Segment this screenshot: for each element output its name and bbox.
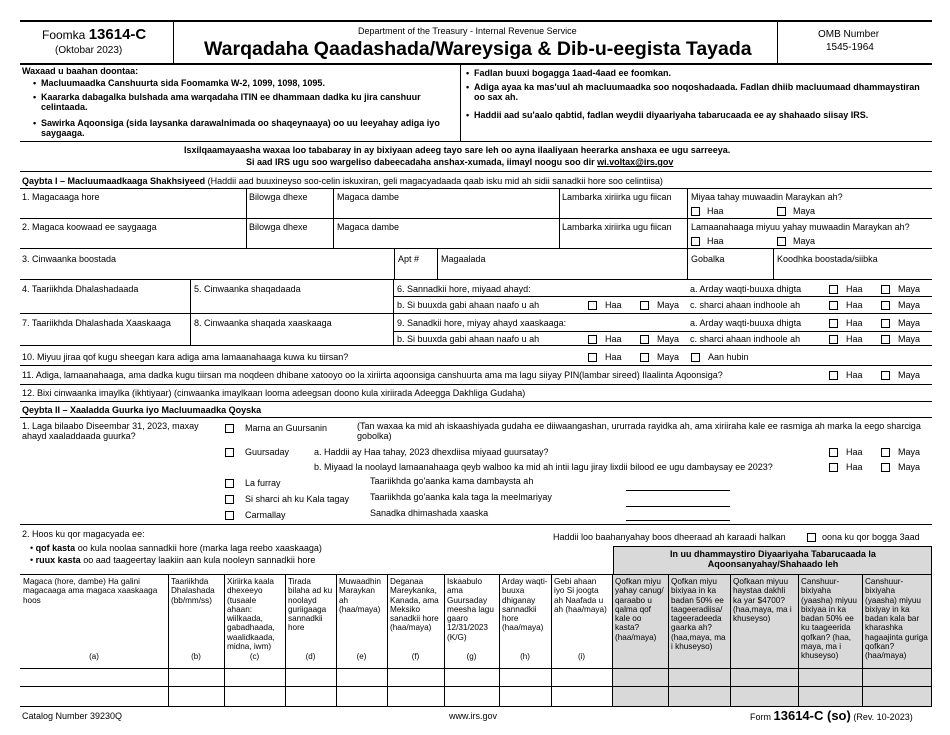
- middle-initial-field[interactable]: Bilowga dhexe: [249, 192, 308, 202]
- death-year-line[interactable]: [626, 520, 730, 521]
- apt-field[interactable]: Apt #: [398, 254, 420, 264]
- needs-divider: [460, 64, 461, 141]
- part1-title: Qaybta I – Macluumaadkaaga Shakhsiyeed: [22, 176, 206, 186]
- spouse-last-year-question: 9. Sanadkii hore, miyay ahayd xaaskaaga:: [397, 318, 567, 328]
- spouse-student-label: a. Arday waqti-buuxa dhigta: [690, 318, 802, 328]
- needs-bullet: •: [466, 68, 470, 78]
- form-word: Foomka: [42, 28, 86, 42]
- student-no-checkbox[interactable]: [881, 285, 890, 294]
- table-cell[interactable]: [225, 669, 284, 685]
- bullet1-bold: qof kasta: [35, 543, 76, 553]
- spouse-citizen-no-checkbox[interactable]: [777, 237, 786, 246]
- rule: [20, 524, 932, 525]
- table-cell[interactable]: [286, 687, 335, 703]
- identity-no-checkbox[interactable]: [881, 371, 890, 380]
- table-cell[interactable]: [863, 669, 930, 685]
- rule: [20, 401, 932, 402]
- spouse-blind-no-checkbox[interactable]: [881, 335, 890, 344]
- lived-with-no-checkbox[interactable]: [881, 463, 890, 472]
- spouse-phone-field[interactable]: Lambarka xiriirka ugu fiican: [562, 222, 672, 232]
- needs-item: Sawirka Aqoonsiga (sida laysanka darawalnimada oo shaqeynaaya) oo uu leeyahay adiga iyo saygaaga.: [41, 118, 440, 139]
- separated-checkbox[interactable]: [225, 495, 234, 504]
- dependent-no-checkbox[interactable]: [640, 353, 649, 362]
- spouse-citizen-question: Lamaanahaaga miyuu yahay muwaadin Maraykan ah?: [691, 222, 910, 232]
- spouse-middle-initial-field[interactable]: Bilowga dhexe: [249, 222, 308, 232]
- email-field[interactable]: 12. Bixi cinwaanka imaylka (ikhtiyaar) (cinwaanka imaylkaan looma adeegsan doono kula xiriirada Adeegga Dakhliga Gudaha): [22, 388, 526, 398]
- table-cell[interactable]: [21, 687, 167, 703]
- married-label: Guursaday: [245, 447, 290, 457]
- widowed-label: Carmallay: [245, 510, 286, 520]
- table-cell[interactable]: [613, 687, 667, 703]
- yes-label: Haa: [846, 370, 863, 380]
- column-header: Qofkaan miyuu haystaa dakhli ka yar $4700? (haa,maya, ma i khuseyso): [733, 577, 792, 624]
- column-header: Xiriirka kaala dhexeeyo (tusaale ahaan: wiilkaada, gabadhaada, waalidkaada, midna, iwm): [227, 577, 275, 651]
- column-header: Gebi ahaan iyo Si joogta ah Naafada u ah (haa/maya): [554, 577, 607, 614]
- email-link[interactable]: wi.voltax@irs.gov: [597, 157, 674, 167]
- death-year-label: Sanadka dhimashada xaaska: [370, 508, 489, 518]
- needs-item: Fadlan buuxi bogagga 1aad-4aad ee foomkan.: [474, 68, 672, 78]
- table-cell[interactable]: [552, 687, 611, 703]
- yes-label: Haa: [846, 462, 863, 472]
- cell-divider: [437, 248, 438, 279]
- column-header: Qofkan miyu yahay canug/ qaraabo u qalma qof kale oo kasta? (haa/maya): [615, 577, 664, 642]
- column-header: Muwaadhin Maraykan ah (haa/maya): [339, 577, 381, 614]
- yes-label: Haa: [846, 300, 863, 310]
- omb-number: 1545-1964: [826, 42, 874, 53]
- yes-label: Haa: [846, 318, 863, 328]
- table-cell[interactable]: [669, 669, 729, 685]
- rule: [20, 171, 932, 172]
- bullet2-rest: oo aad taageertay laakiin aan kula nooleyn sannadkii hore: [83, 555, 316, 565]
- needs-bullet: •: [33, 118, 37, 128]
- no-label: Maya: [793, 206, 816, 216]
- column-letter: (f): [411, 652, 420, 661]
- rule: [20, 313, 932, 314]
- identity-theft-question: 11. Adiga, lamaanahaaga, ama dadka kugu tiirsan ma noqdeen dhibane xatooyo oo la xiriirta aqoonsiga canshuurta ama ma lagu siiyay PIN(lambar sireed) Ilaalinta Aqoonsiga?: [22, 370, 723, 380]
- table-cell[interactable]: [225, 687, 284, 703]
- student-yes-checkbox[interactable]: [829, 285, 838, 294]
- blind-label: c. sharci ahaan indhoole ah: [690, 300, 801, 310]
- spouse-citizen-yes-checkbox[interactable]: [691, 237, 700, 246]
- table-cell[interactable]: [731, 669, 797, 685]
- irs-url[interactable]: www.irs.gov: [449, 711, 498, 721]
- spouse-last-name-field[interactable]: Magaca dambe: [337, 222, 400, 232]
- form-date: (Oktobar 2023): [55, 45, 123, 56]
- rule: [20, 248, 932, 249]
- no-label: Maya: [657, 352, 680, 362]
- bullet2-bold: ruux kasta: [35, 555, 81, 565]
- table-cell[interactable]: [799, 669, 861, 685]
- no-label: Maya: [657, 334, 680, 344]
- divorced-checkbox[interactable]: [225, 479, 234, 488]
- column-letter: (c): [249, 652, 260, 661]
- column-header: Deganaa Mareykanka, Kanada, ama Meksiko sanadkii hore (haa/maya): [390, 577, 439, 633]
- preparer-box-top: [613, 546, 931, 547]
- citizen-yes-checkbox[interactable]: [691, 207, 700, 216]
- cell-divider: [393, 279, 394, 345]
- bullet1-rest: oo kula noolaa sannadkii hore (marka laga reebo xaaskaaga): [77, 543, 322, 553]
- table-row: [20, 686, 931, 687]
- needs-item: Adiga ayaa ka mas'uul ah macluumaadka soo noqoshadaada. Fadlan dhiib macluumaad dhammaystiran oo sax ah.: [474, 82, 920, 103]
- header-rule: [20, 63, 932, 65]
- column-header: Canshuur-bixiyaha (yaasha) miyuu bixiyaa in ka badan 50% ee ku taageerida qofkan? (haa, maya, ma i khuseyso): [801, 577, 857, 661]
- separation-date-label: Taariikhda go'aanka kala taga la meelmariyay: [370, 492, 552, 502]
- cell-divider: [190, 279, 191, 345]
- cell-divider: [394, 248, 395, 279]
- column-header: Taariikhda Dhalashada (bb/mm/ss): [171, 577, 215, 605]
- column-letter: (b): [191, 652, 201, 661]
- spouse-student-yes-checkbox[interactable]: [829, 319, 838, 328]
- column-header: Magaca (hore, dambe) Ha galini magacaaga ama magaca xaaskaaga hoos: [23, 577, 158, 605]
- no-label: Maya: [898, 318, 921, 328]
- spouse-disabled-yes-checkbox[interactable]: [588, 335, 597, 344]
- spouse-job-title-field[interactable]: 8. Cinwaanka shaqada xaaskaaga: [194, 318, 332, 328]
- spouse-student-no-checkbox[interactable]: [881, 319, 890, 328]
- household-question: 2. Hoos ku qor magacyada ee:: [22, 529, 145, 539]
- column-letter: (a): [89, 652, 99, 661]
- notice-prefix: Si aad IRS ugu soo wargeliso dabeecadaha anshax-xumada, iimayl noogu soo dir: [246, 157, 595, 167]
- marital-question: 1. Laga bilaabo Diseembar 31, 2023, maxay ahayd xaaladdaada guurka?: [22, 421, 199, 442]
- yes-label: Haa: [846, 447, 863, 457]
- spouse-dob-field[interactable]: 7. Taariikhda Dhalashada Xaaskaaga: [22, 318, 171, 328]
- table-cell[interactable]: [552, 669, 611, 685]
- married-year-yes-checkbox[interactable]: [829, 448, 838, 457]
- column-letter: (i): [577, 652, 586, 661]
- form-id: [42, 26, 146, 43]
- divorced-label: La furray: [245, 478, 281, 488]
- married-this-year-question: a. Haddii ay Haa tahay, 2023 dhexdiisa miyaad guursatay?: [314, 447, 549, 457]
- student-label: a. Arday waqti-buuxa dhigta: [690, 284, 802, 294]
- rule: [20, 141, 932, 142]
- yes-label: Haa: [605, 300, 622, 310]
- header-divider: [173, 21, 174, 63]
- state-field[interactable]: Gobalka: [691, 254, 725, 264]
- needs-bullet: •: [33, 92, 37, 102]
- catalog-number: Catalog Number 39230Q: [22, 711, 123, 721]
- married-checkbox[interactable]: [225, 448, 234, 457]
- needs-bullet: •: [466, 110, 470, 120]
- column-letter: (h): [520, 652, 530, 661]
- table-cell[interactable]: [669, 687, 729, 703]
- yes-label: Haa: [846, 334, 863, 344]
- spouse-disabled-no-checkbox[interactable]: [640, 335, 649, 344]
- more-space-note2: oona ku qor bogga 3aad: [822, 532, 920, 542]
- needs-bullet: •: [33, 78, 37, 88]
- part1-heading: [22, 176, 663, 186]
- column-header: Qofkan miyu bixiyaa in ka badan 50% ee taageeradiisa/ tageeradeeda gaarka ah? (haa,maya, ma i khuseyso): [671, 577, 726, 651]
- citizen-no-checkbox[interactable]: [777, 207, 786, 216]
- column-divider: [931, 574, 932, 706]
- cell-divider: [773, 248, 774, 279]
- never-married-checkbox[interactable]: [225, 424, 234, 433]
- column-header: Tirada bilaha ad ku noolayd guriigaaga sannadkii hore: [288, 577, 333, 633]
- column-letter: (e): [356, 652, 367, 661]
- table-cell[interactable]: [169, 687, 223, 703]
- table-bottom-rule: [20, 706, 932, 707]
- rule: [393, 296, 932, 297]
- zip-field[interactable]: Koodhka boostada/siibka: [777, 254, 878, 264]
- rule: [393, 331, 932, 332]
- disabled-no-checkbox[interactable]: [640, 301, 649, 310]
- notice-line2: [246, 157, 673, 167]
- no-label: Maya: [657, 300, 680, 310]
- lived-with-spouse-question: b. Miyaad la noolayd lamaanahaaga qeyb walboo ka mid ah intii lagu jiray lixdii bilood ee ugu dambaysay ee 2023?: [314, 462, 773, 472]
- last-year-question: 6. Sannadkii hore, miyaad ahayd:: [397, 284, 531, 294]
- footer-rev: (Rev. 10-2023): [853, 712, 913, 722]
- needs-heading: Waxaad u baahan doontaa:: [22, 66, 139, 76]
- lived-with-yes-checkbox[interactable]: [829, 463, 838, 472]
- rule: [20, 218, 932, 219]
- last-name-field[interactable]: Magaca dambe: [337, 192, 400, 202]
- table-cell[interactable]: [731, 687, 797, 703]
- footer-form-id: [750, 709, 913, 724]
- rule: [20, 279, 932, 280]
- blind-no-checkbox[interactable]: [881, 301, 890, 310]
- dependent-yes-checkbox[interactable]: [588, 353, 597, 362]
- rule: [20, 417, 932, 418]
- no-label: Maya: [898, 370, 921, 380]
- no-label: Maya: [898, 462, 921, 472]
- column-header: Arday waqti-buuxa dhiganay sannadkii hore (haa/maya): [502, 577, 548, 633]
- household-bullet2: • ruux kasta oo aad taageertay laakiin aan kula nooleyn sannadkii hore: [30, 555, 316, 565]
- table-cell[interactable]: [388, 669, 443, 685]
- table-cell[interactable]: [613, 669, 667, 685]
- yes-label: Haa: [707, 236, 724, 246]
- rule: [20, 384, 932, 385]
- spouse-blind-yes-checkbox[interactable]: [829, 335, 838, 344]
- table-cell[interactable]: [799, 687, 861, 703]
- married-year-no-checkbox[interactable]: [881, 448, 890, 457]
- column-header: Canshuur-bixiyaha (yaasha) miyuu bixiyay in ka badan kala bar kharashka hagaajinta guriga qofkan? (haa/maya): [865, 577, 928, 661]
- preparer-box-edge: [931, 546, 932, 574]
- job-title-field[interactable]: 5. Cinwaanka shaqadaada: [194, 284, 301, 294]
- disabled-label: b. Si buuxda gabi ahaan naafo u ah: [397, 300, 540, 310]
- never-married-note: (Tan waxaa ka mid ah iskaashiyada gudaha ee diiwaangashan, ururrada rayidka ah, ama xiriiraha kale ee rasmiga ah marka la eego sharciga gobolka): [357, 421, 921, 442]
- phone-field[interactable]: Lambarka xiriirka ugu fiican: [562, 192, 672, 202]
- no-label: Maya: [898, 284, 921, 294]
- needs-item: Kaararka dabagalka bulshada ama warqadaha ITIN ee dhammaan dadka ku jira canshuur celintaada.: [41, 92, 421, 113]
- yes-label: Haa: [846, 284, 863, 294]
- department: Department of the Treasury - Internal Revenue Service: [358, 26, 577, 36]
- omb-label: OMB Number: [818, 29, 880, 40]
- first-name-field[interactable]: 1. Magacaaga hore: [22, 192, 100, 202]
- divorce-date-label: Taariikhda go'aanka kama dambaysta ah: [370, 476, 534, 486]
- rule: [20, 188, 932, 189]
- table-cell[interactable]: [169, 669, 223, 685]
- citizen-question: Miyaa tahay muwaadin Maraykan ah?: [691, 192, 843, 202]
- separated-label: Si sharci ah ku Kala tagay: [245, 494, 350, 504]
- table-cell[interactable]: [337, 687, 386, 703]
- unsure-label: Aan hubin: [708, 352, 749, 362]
- blind-yes-checkbox[interactable]: [829, 301, 838, 310]
- table-cell[interactable]: [863, 687, 930, 703]
- table-cell[interactable]: [286, 669, 335, 685]
- spouse-disabled-label: b. Si buuxda gabi ahaan naafo u ah: [397, 334, 540, 344]
- address-field[interactable]: 3. Cinwaanka boostada: [22, 254, 117, 264]
- table-cell[interactable]: [337, 669, 386, 685]
- no-label: Maya: [898, 334, 921, 344]
- footer-form-word: Form: [750, 712, 771, 722]
- city-field[interactable]: Magaalada: [441, 254, 486, 264]
- column-letter: (g): [466, 652, 477, 661]
- table-cell[interactable]: [445, 687, 498, 703]
- more-space-note: Haddii loo baahanyahay boos dheeraad ah karaadi halkan: [553, 532, 786, 542]
- table-cell[interactable]: [445, 669, 498, 685]
- yes-label: Haa: [605, 334, 622, 344]
- never-married-label: Marna an Guursanin: [245, 423, 328, 433]
- table-cell[interactable]: [500, 669, 550, 685]
- table-cell[interactable]: [500, 687, 550, 703]
- divorce-date-line[interactable]: [626, 490, 730, 491]
- separation-date-line[interactable]: [626, 506, 730, 507]
- table-cell[interactable]: [388, 687, 443, 703]
- top-rule: [20, 20, 932, 22]
- rule: [20, 574, 932, 575]
- rule: [20, 365, 932, 366]
- yes-label: Haa: [605, 352, 622, 362]
- column-header: Iskaabulo ama Guursaday meesha lagu gaaro 12/31/2023 (K/G): [447, 577, 494, 642]
- rule: [20, 345, 932, 346]
- no-label: Maya: [898, 300, 921, 310]
- notice-line1: Isxilqaamayaasha waxaa loo tababaray in ay bixiyaan adeeg tayo sare leh oo ayna ilaaliyaan heerarka anshaxa ee ugu sarreeya.: [184, 145, 731, 155]
- identity-yes-checkbox[interactable]: [829, 371, 838, 380]
- more-space-checkbox[interactable]: [807, 533, 816, 542]
- yes-label: Haa: [707, 206, 724, 216]
- form-number: 13614-C: [88, 26, 147, 43]
- no-label: Maya: [793, 236, 816, 246]
- form-title: Warqadaha Qaadashada/Wareysiga & Dib-u-eegista Tayada: [204, 38, 752, 60]
- needs-item: Haddii aad su'aalo qabtid, fadlan weydii diyaariyaha tabarucaada ee ay shahaado siisay IRS.: [474, 110, 869, 120]
- table-row: [20, 668, 931, 669]
- column-letter: (d): [305, 652, 316, 661]
- preparer-box-title: In uu dhammaystiro Diyaariyaha Tabarucaada la Aqoonsanyahay/Shahaado leh: [670, 549, 876, 570]
- no-label: Maya: [898, 447, 921, 457]
- header-divider: [777, 21, 778, 63]
- table-cell[interactable]: [21, 669, 167, 685]
- dob-field[interactable]: 4. Taariikhda Dhalashadaada: [22, 284, 139, 294]
- dependent-unsure-checkbox[interactable]: [691, 353, 700, 362]
- footer-form-number: 13614-C (so): [773, 708, 851, 723]
- needs-bullet: •: [466, 82, 470, 92]
- spouse-first-name-field[interactable]: 2. Magaca koowaad ee saygaaga: [22, 222, 157, 232]
- preparer-box-edge: [613, 546, 614, 574]
- household-bullet1: • qof kasta oo kula noolaa sannadkii hore (marka laga reebo xaaskaaga): [30, 543, 322, 553]
- needs-item: Macluumaadka Canshuurta sida Foomamka W-2, 1099, 1098, 1095.: [41, 78, 325, 88]
- dependent-question: 10. Miyuu jiraa qof kugu sheegan kara adiga ama lamaanahaaga kuwa ku tiirsan?: [22, 352, 349, 362]
- part2-title: Qeybta II – Xaaladda Guurka iyo Macluumaadka Qoyska: [22, 405, 262, 415]
- part1-subtitle: (Haddii aad buuxineyso soo-celin iskuxiran, geli magacyadaada qaab isku mid ah sidii sanadkii hore soo celintiisa): [207, 176, 663, 186]
- widowed-checkbox[interactable]: [225, 511, 234, 520]
- disabled-yes-checkbox[interactable]: [588, 301, 597, 310]
- cell-divider: [687, 248, 688, 279]
- spouse-blind-label: c. sharci ahaan indhoole ah: [690, 334, 801, 344]
